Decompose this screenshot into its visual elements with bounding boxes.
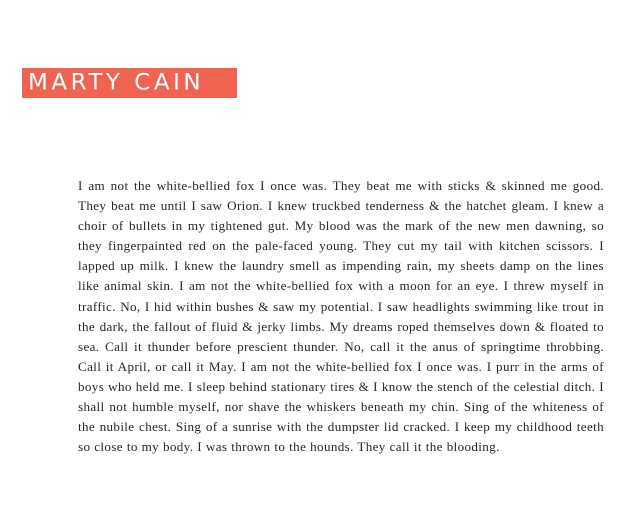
author-logo-banner [22,68,237,98]
author-name: MARTY CAIN [28,70,205,95]
poem-body: I am not the white-bellied fox I once was. They beat me with sticks & skinned me good. They beat me until I saw Orion. I knew truckbed tenderness & the hatchet gleam. I knew a choir of bullets in my tightened gut. My blood was the mark of the new men dawning, so they fingerpainted red on the pale-faced young. They cut my tail with kitchen scissors. I lapped up milk. I knew the laundry smell as impending rain, my sheets damp on the lines like animal skin. I am not the white-bellied fox with a moon for an eye. I threw myself in traffic. No, I hid within bushes & saw my potential. I saw headlights swimming like trout in the dark, the fallout of fluid & jerky limbs. My dreams roped themselves down & floated to sea. Call it thunder before prescient thunder. No, call it the anus of springtime throbbing. Call it April, or call it May. I am not the white-bellied fox I once was. I purr in the arms of boys who held me. I sleep behind stationary tires & I know the stench of the celestial ditch. I shall not humble myself, nor shave the whiskers beneath my chin. Sing of the whiteness of the nubile chest. Sing of a sunrise with the dumpster lid cracked. I keep my childhood teeth so close to my body. I was thrown to the hounds. They call it the blooding. [78,178,604,455]
